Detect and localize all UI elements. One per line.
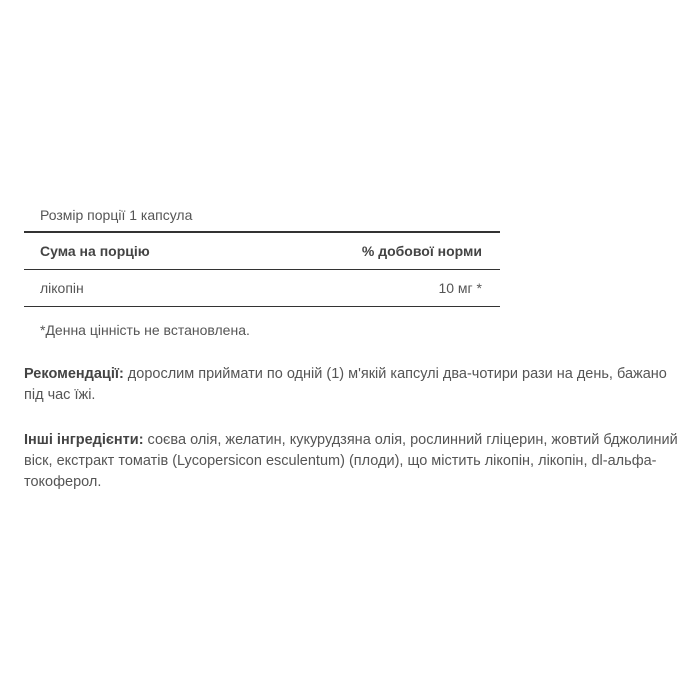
recommendations-paragraph xyxy=(24,364,684,406)
other-ingredients-text: соєва олія, желатин, кукурудзяна олія, рослинний гліцерин, жовтий бджолиний віск, екстракт томатів (Lycopersicon esculentum) (плоди), що містить лікопін, лікопін, dl-альфа-токоферол. xyxy=(24,432,678,490)
serving-size: Розмір порції 1 капсула xyxy=(24,200,500,233)
daily-value-header: % добової норми xyxy=(361,243,482,259)
facts-header-row xyxy=(24,233,500,270)
recommendations-text: дорослим приймати по одній (1) м'якій капсулі два-чотири рази на день, бажано під час їжі. xyxy=(24,366,667,403)
nutrient-name: лікопін xyxy=(40,280,84,296)
other-ingredients-label: Інші інгредієнти: xyxy=(24,432,144,448)
supplement-facts-table xyxy=(24,200,500,338)
other-ingredients-paragraph xyxy=(24,430,684,493)
amount-per-serving-header: Сума на порцію xyxy=(40,243,150,259)
footnote: *Денна цінність не встановлена. xyxy=(40,322,250,338)
nutrient-amount: 10 мг * xyxy=(438,280,482,296)
table-row xyxy=(24,270,500,307)
recommendations-label: Рекомендації: xyxy=(24,366,124,382)
